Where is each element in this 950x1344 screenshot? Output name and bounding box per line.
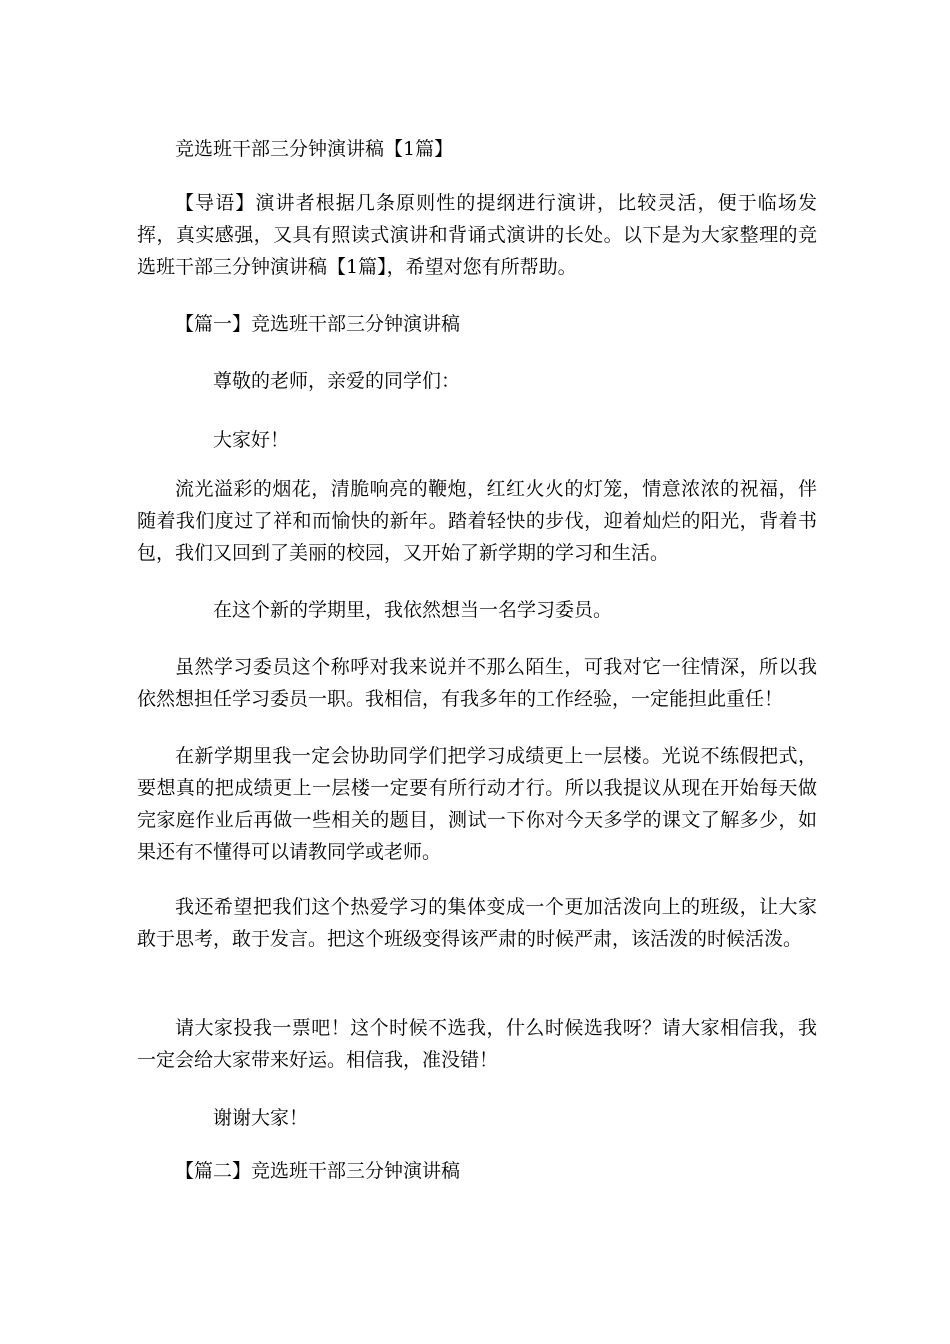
greeting: 大家好！ (213, 429, 290, 451)
document-title: 竞选班干部三分钟演讲稿【1篇】 (175, 138, 454, 160)
section-two-heading: 【篇二】竞选班干部三分钟演讲稿 (175, 1160, 461, 1182)
body-paragraph-3: 虽然学习委员这个称呼对我来说并不那么陌生，可我对它一往情深，所以我依然想担任学习委员一职。我相信，有我多年的工作经验，一定能担此重任！ (137, 656, 817, 710)
body-paragraph-6: 请大家投我一票吧！这个时候不选我，什么时候选我呀？请大家相信我，我一定会给大家带来好运。相信我，准没错！ (137, 1017, 817, 1071)
body-paragraph-1: 流光溢彩的烟花，清脆响亮的鞭炮，红红火火的灯笼，情意浓浓的祝福，伴随着我们度过了祥和而愉快的新年。踏着轻快的步伐，迎着灿烂的阳光，背着书包，我们又回到了美丽的校园，又开始了新学期的学习和生活。 (137, 478, 817, 564)
section-one-heading: 【篇一】竞选班干部三分钟演讲稿 (175, 313, 461, 335)
body-paragraph-5: 我还希望把我们这个热爱学习的集体变成一个更加活泼向上的班级，让大家敢于思考，敢于发言。把这个班级变得该严肃的时候严肃，该活泼的时候活泼。 (137, 896, 817, 950)
intro-paragraph: 【导语】演讲者根据几条原则性的提纲进行演讲，比较灵活，便于临场发挥，真实感强，又具有照读式演讲和背诵式演讲的长处。以下是为大家整理的竞选班干部三分钟演讲稿【1篇】，希望对您有所帮助。 (137, 192, 817, 278)
body-paragraph-2: 在这个新的学期里，我依然想当一名学习委员。 (213, 599, 613, 621)
salutation: 尊敬的老师，亲爱的同学们： (213, 370, 461, 392)
closing-thanks: 谢谢大家！ (213, 1107, 309, 1129)
body-paragraph-4: 在新学期里我一定会协助同学们把学习成绩更上一层楼。光说不练假把式，要想真的把成绩更上一层楼一定要有所行动才行。所以我提议从现在开始每天做完家庭作业后再做一些相关的题目，测试一下你对今天多学的课文了解多少，如果还有不懂得可以请教同学或老师。 (137, 745, 817, 863)
